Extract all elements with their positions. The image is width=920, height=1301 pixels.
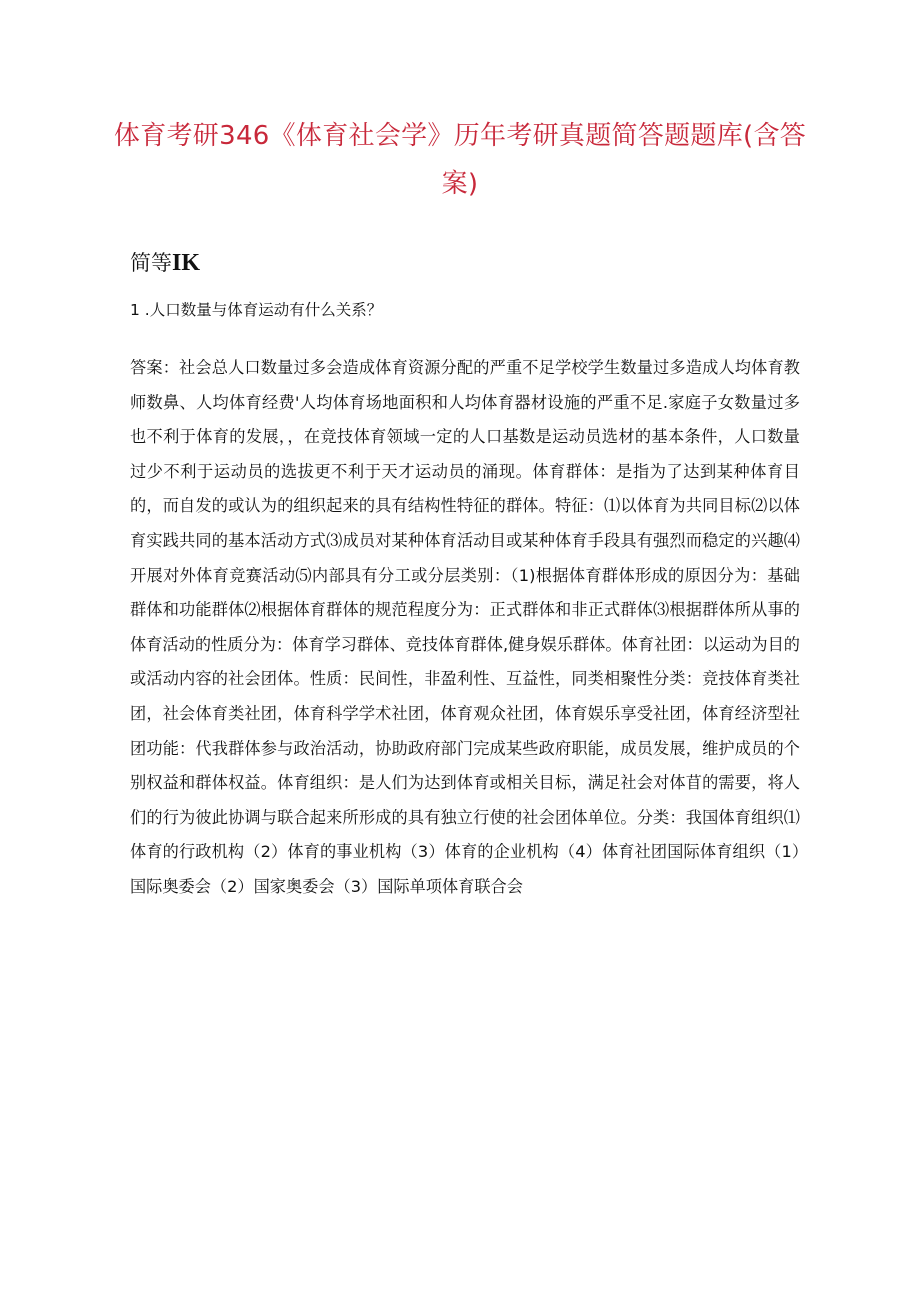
section-heading: [130, 246, 200, 280]
document-title: 体育考研346《体育社会学》历年考研真题简答题题库(含答案): [113, 121, 807, 199]
section-heading-suffix: IK: [172, 250, 201, 276]
question-text: 1 .人口数量与体育运动有什么关系？: [130, 301, 383, 319]
answer-text: 答案：社会总人口数量过多会造成体育资源分配的严重不足学校学生数量过多造成人均体育教师数鼻、人均体育经费'人均体育场地面积和人均体育器材设施的严重不足.家庭子女数量过多也不利于体育的发展，，在竞技体育领域一定的人口基数是运动员选材的基本条件，人口数量过少不利于运动员的选拔更不利于天才运动员的涌现。体育群体：是指为了达到某种体育目的，而自发的或认为的组织起来的具有结构性特征的群体。特征：⑴以体育为共同目标⑵以体育实践共同的基本活动方式⑶成员对某种体育活动目或某种体育手段具有强烈而稳定的兴趣⑷开展对外体育竞赛活动⑸内部具有分工或分层类别：（1)根据体育群体形成的原因分为：基础群体和功能群体⑵根据体育群体的规范程度分为：正式群体和非正式群体⑶根据群体所从事的体育活动的性质分为：体育学习群体、竞技体育群体,健身娱乐群体。体育社团：以运动为目的或活动内容的社会团体。性质：民间性，非盈利性、互益性，同类相聚性分类：竞技体育类社团，社会体育类社团，体育科学学术社团，体育观众社团，体育娱乐享受社团，体育经济型社团功能：代我群体参与政治活动，协助政府部门完成某些政府职能，成员发展，维护成员的个别权益和群体权益。体育组织：是人们为达到体育或相关目标，满足社会对体苜的需要，将人们的行为彼此协调与联合起来所形成的具有独立行使的社会团体单位。分类：我国体育组织⑴体育的行政机构（2）体育的事业机构（3）体育的企业机构（4）体育社团国际体育组织（1）国际奥委会（2）国家奥委会（3）国际单项体育联合会: [130, 358, 800, 896]
section-heading-prefix: 简等: [130, 251, 172, 275]
